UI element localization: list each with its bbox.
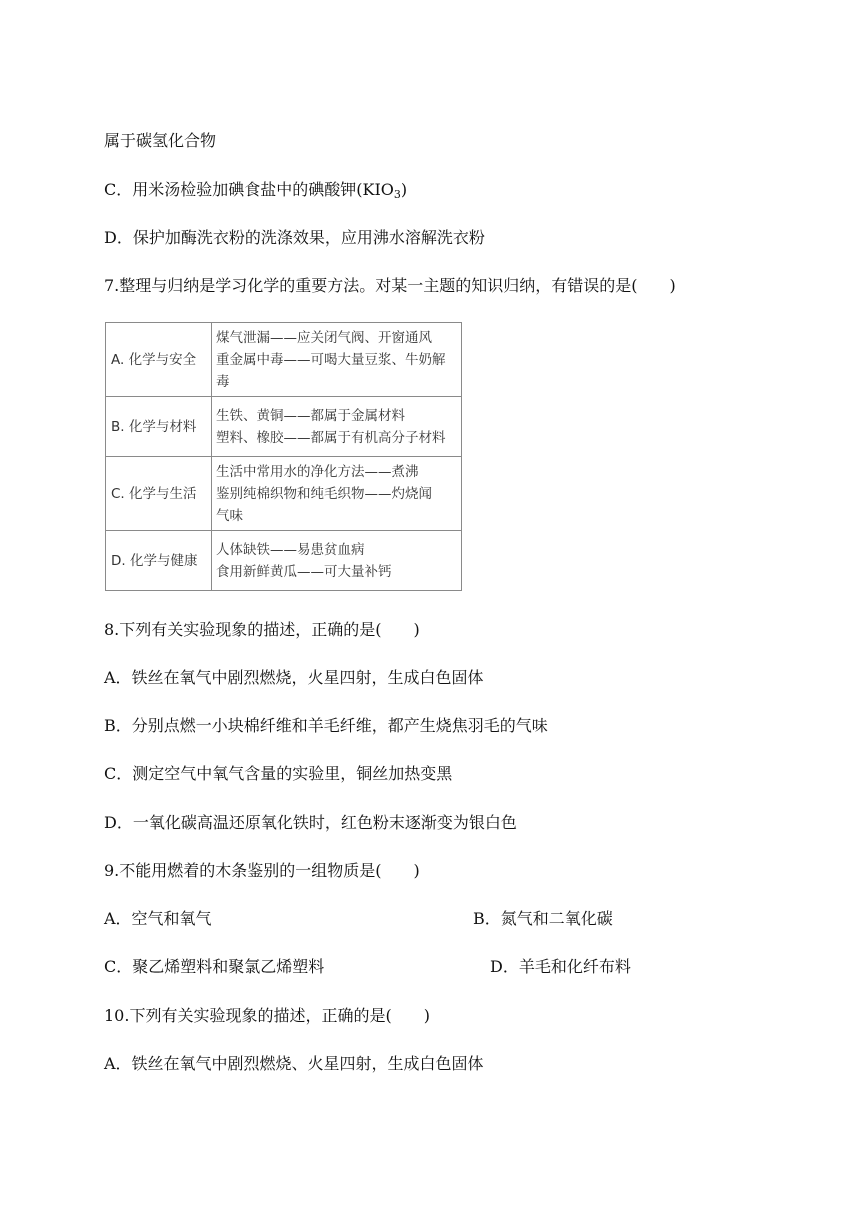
q6-option-c-subscript: 3 — [393, 188, 401, 201]
table-row — [106, 397, 462, 457]
q9-stem: 9.不能用燃着的木条鉴别的一组物质是( ) — [104, 861, 420, 880]
table-row — [106, 531, 462, 591]
table-category: D. 化学与健康 — [106, 531, 212, 591]
table-item: 毒 — [216, 373, 230, 390]
table-items — [212, 323, 462, 397]
table-item: 煤气泄漏——应关闭气阀、开窗通风 — [216, 329, 432, 346]
q9-option-d: D．羊毛和化纤布料 — [490, 957, 631, 976]
q10-stem: 10.下列有关实验现象的描述，正确的是( ) — [104, 1006, 430, 1025]
q7-knowledge-table — [105, 322, 462, 591]
q8-option-b: B．分别点燃一小块棉纤维和羊毛纤维，都产生烧焦羽毛的气味 — [104, 716, 548, 735]
table-item: 塑料、橡胶——都属于有机高分子材料 — [216, 429, 446, 446]
q8-option-a: A．铁丝在氧气中剧烈燃烧，火星四射，生成白色固体 — [104, 668, 484, 687]
q8-option-d: D．一氧化碳高温还原氧化铁时，红色粉末逐渐变为银白色 — [104, 813, 517, 832]
q9-option-b: B．氮气和二氧化碳 — [473, 909, 613, 928]
table-item: 气味 — [216, 507, 243, 524]
table-category: B. 化学与材料 — [106, 397, 212, 457]
q10-option-a: A．铁丝在氧气中剧烈燃烧、火星四射，生成白色固体 — [104, 1054, 484, 1073]
table-item: 鉴别纯棉织物和纯毛织物——灼烧闻 — [216, 485, 432, 502]
table-item: 食用新鲜黄瓜——可大量补钙 — [216, 563, 392, 580]
q9-option-c: C．聚乙烯塑料和聚氯乙烯塑料 — [104, 957, 325, 976]
q8-option-c: C．测定空气中氧气含量的实验里，铜丝加热变黑 — [104, 764, 453, 783]
table-category: C. 化学与生活 — [106, 457, 212, 531]
q6-option-d: D．保护加酶洗衣粉的洗涤效果，应用沸水溶解洗衣粉 — [104, 228, 485, 247]
table-item: 生铁、黄铜——都属于金属材料 — [216, 407, 405, 424]
q6-option-c-close: ) — [400, 180, 408, 199]
table-category: A. 化学与安全 — [106, 323, 212, 397]
q7-stem: 7.整理与归纳是学习化学的重要方法。对某一主题的知识归纳，有错误的是( ) — [104, 276, 676, 295]
table-items — [212, 397, 462, 457]
q6-option-c — [104, 180, 407, 200]
table-row — [106, 457, 462, 531]
q9-option-a: A．空气和氧气 — [104, 909, 212, 928]
q6-continuation: 属于碳氢化合物 — [104, 131, 217, 150]
q6-option-c-text: C．用米汤检验加碘食盐中的碘酸钾(KIO — [104, 180, 394, 199]
table-row — [106, 323, 462, 397]
table-item: 生活中常用水的净化方法——煮沸 — [216, 463, 419, 480]
table-item: 重金属中毒——可喝大量豆浆、牛奶解 — [216, 351, 446, 368]
table-items — [212, 531, 462, 591]
table-item: 人体缺铁——易患贫血病 — [216, 541, 365, 558]
q8-stem: 8.下列有关实验现象的描述，正确的是( ) — [104, 620, 420, 639]
table-items — [212, 457, 462, 531]
